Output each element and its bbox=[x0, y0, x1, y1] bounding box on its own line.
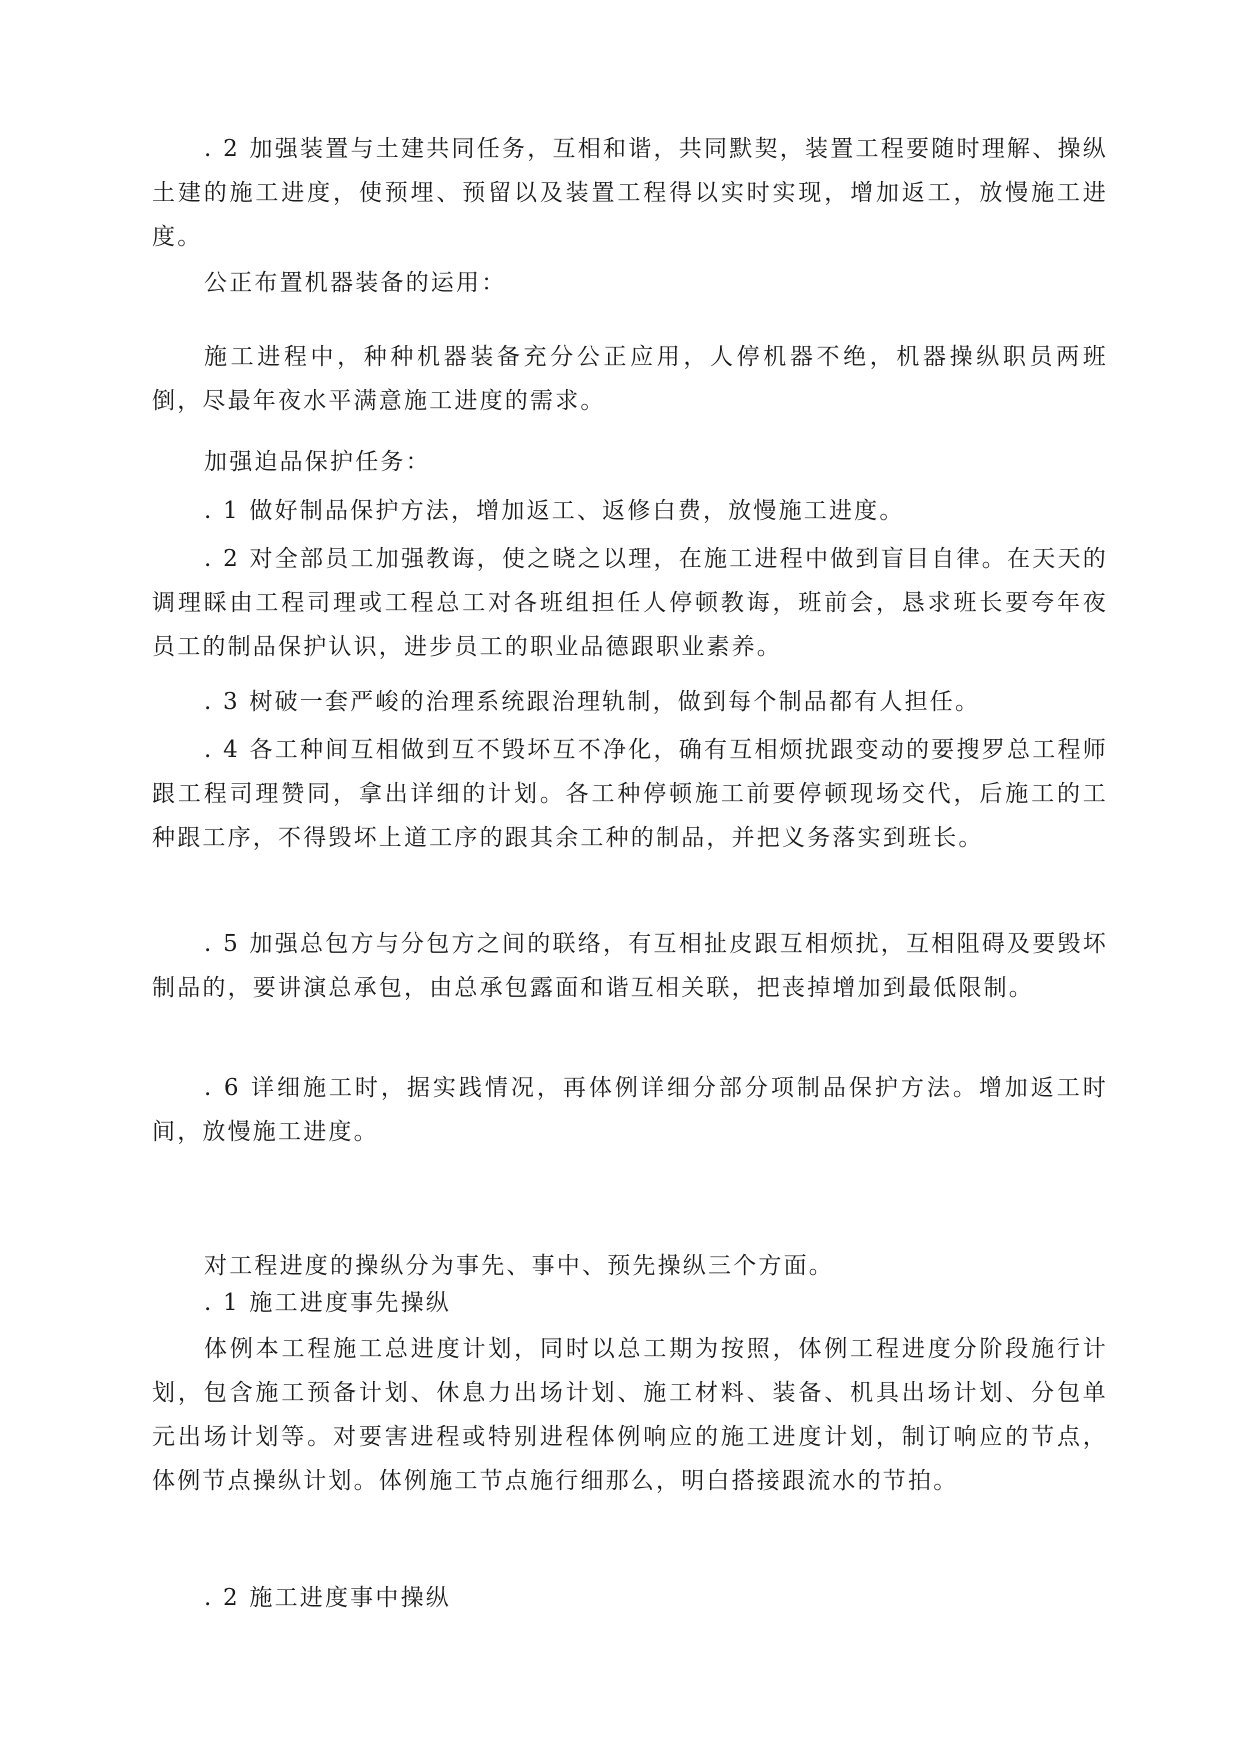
paragraph-12: . 1 施工进度事先操纵 bbox=[204, 1290, 451, 1316]
paragraph-6: . 2 对全部员工加强教诲，使之晓之以理，在施工进程中做到盲目自律。在天天的调理睬由工程司理或工程总工对各班组担任人停顿教诲，班前会，恳求班长要夸年夜员工的制品保护认识，进步员工的职业品德跟职业素养。 bbox=[152, 546, 1108, 660]
paragraph-2: 公正布置机器装备的运用： bbox=[204, 270, 507, 296]
paragraph-10: . 6 详细施工时，据实践情况，再体例详细分部分项制品保护方法。增加返工时间，放慢施工进度。 bbox=[152, 1075, 1108, 1145]
paragraph-14: . 2 施工进度事中操纵 bbox=[204, 1585, 451, 1611]
paragraph-7: . 3 树破一套严峻的治理系统跟治理轨制，做到每个制品都有人担任。 bbox=[204, 689, 981, 715]
paragraph-8: . 4 各工种间互相做到互不毁坏互不净化，确有互相烦扰跟变动的要搜罗总工程师跟工程司理赞同，拿出详细的计划。各工种停顿施工前要停顿现场交代，后施工的工种跟工序，不得毁坏上道工序的跟其余工种的制品，并把义务落实到班长。 bbox=[152, 737, 1108, 851]
paragraph-3: 施工进程中，种种机器装备充分公正应用，人停机器不绝，机器操纵职员两班倒，尽最年夜水平满意施工进度的需求。 bbox=[152, 344, 1108, 414]
paragraph-4: 加强迫品保护任务： bbox=[204, 449, 431, 475]
paragraph-13: 体例本工程施工总进度计划，同时以总工期为按照，体例工程进度分阶段施行计划，包含施工预备计划、休息力出场计划、施工材料、装备、机具出场计划、分包单元出场计划等。对要害进程或特别进程体例响应的施工进度计划，制订响应的节点，体例节点操纵计划。体例施工节点施行细那么，明白搭接跟流水的节拍。 bbox=[152, 1336, 1108, 1494]
paragraph-1: . 2 加强装置与土建共同任务，互相和谐，共同默契，装置工程要随时理解、操纵土建的施工进度，使预埋、预留以及装置工程得以实时实现，增加返工，放慢施工进度。 bbox=[152, 136, 1108, 250]
paragraph-11: 对工程进度的操纵分为事先、事中、预先操纵三个方面。 bbox=[204, 1253, 834, 1279]
paragraph-9: . 5 加强总包方与分包方之间的联络，有互相扯皮跟互相烦扰，互相阻碍及要毁坏制品的，要讲演总承包，由总承包露面和谐互相关联，把丧掉增加到最低限制。 bbox=[152, 931, 1108, 1001]
paragraph-5: . 1 做好制品保护方法，增加返工、返修白费，放慢施工进度。 bbox=[204, 498, 905, 524]
